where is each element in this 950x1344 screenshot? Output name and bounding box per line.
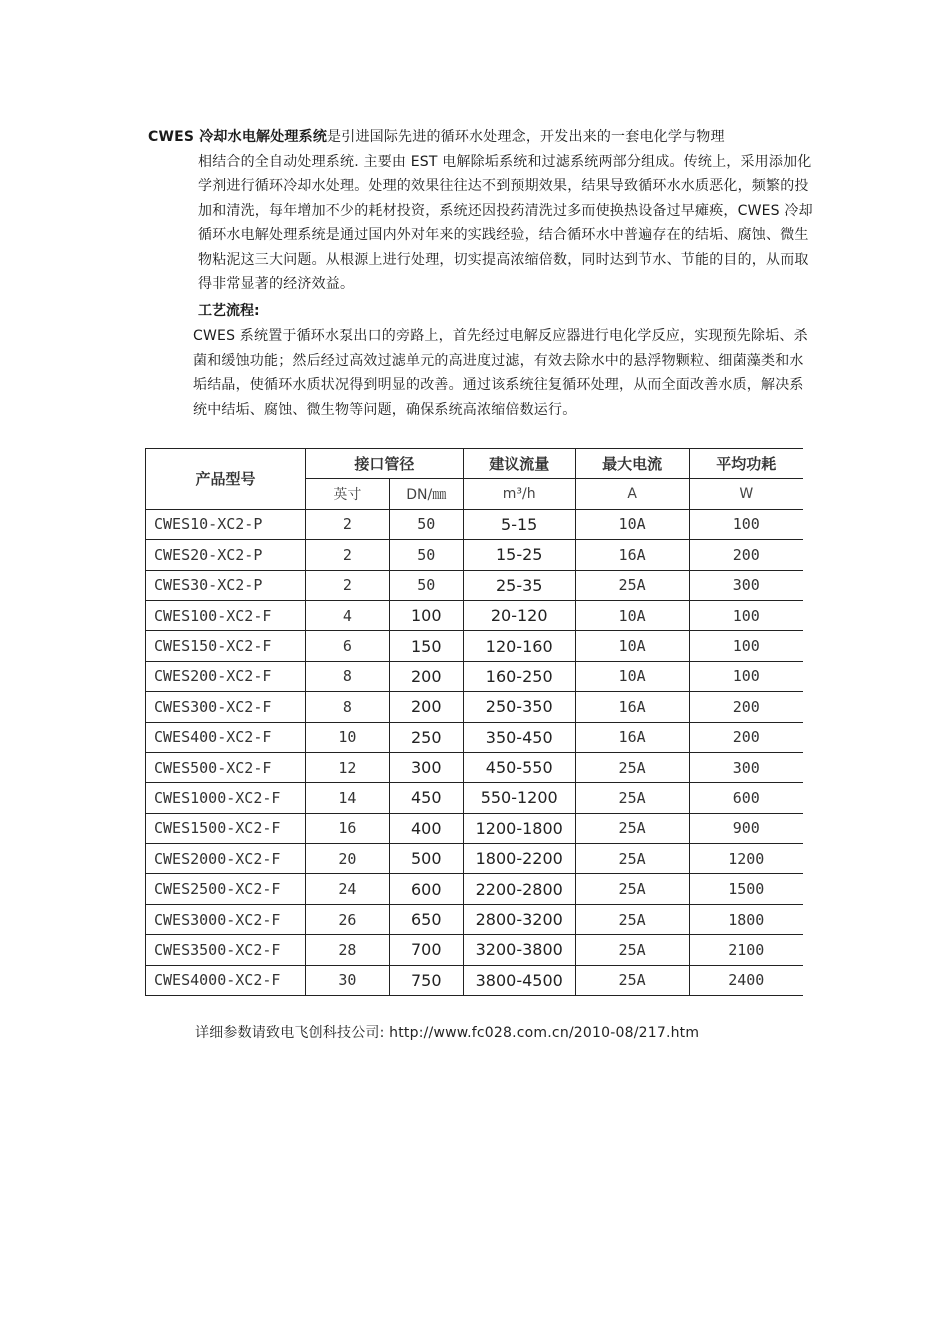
dn-cell: 50 — [389, 509, 463, 539]
power-cell: 100 — [689, 600, 803, 630]
inch-cell: 28 — [305, 935, 389, 965]
col-inch-header: 英寸 — [305, 479, 389, 509]
power-cell: 1800 — [689, 904, 803, 934]
model-cell: CWES3000-XC2-F — [146, 904, 306, 934]
spec-table-body — [146, 509, 804, 995]
inch-cell: 30 — [305, 965, 389, 995]
process-title: 工艺流程: — [198, 303, 260, 319]
table-row — [146, 570, 804, 600]
model-cell: CWES1000-XC2-F — [146, 783, 306, 813]
power-cell: 200 — [689, 692, 803, 722]
current-cell: 25A — [575, 935, 689, 965]
col-flow-unit: m³/h — [463, 479, 575, 509]
power-cell: 200 — [689, 722, 803, 752]
inch-cell: 10 — [305, 722, 389, 752]
inch-cell: 8 — [305, 661, 389, 691]
contact-footer: 详细参数请致电飞创科技公司: http://www.fc028.com.cn/2010-08/217.htm — [195, 1025, 700, 1041]
power-cell: 2100 — [689, 935, 803, 965]
power-cell: 2400 — [689, 965, 803, 995]
flow-cell: 2800-3200 — [463, 904, 575, 934]
model-cell: CWES100-XC2-F — [146, 600, 306, 630]
model-cell: CWES150-XC2-F — [146, 631, 306, 661]
current-cell: 25A — [575, 752, 689, 782]
power-cell: 100 — [689, 661, 803, 691]
process-paragraph: CWES 系统置于循环水泵出口的旁路上，首先经过电解反应器进行电化学反应，实现预先除垢、杀菌和缓蚀功能；然后经过高效过滤单元的高进度过滤，有效去除水中的悬浮物颗粒、细菌藻类和水垢结晶，使循环水质状况得到明显的改善。通过该系统往复循环处理，从而全面改善水质，解决系统中结垢、腐蚀、微生物等问题，确保系统高浓缩倍数运行。 — [193, 328, 808, 418]
flow-cell: 20-120 — [463, 600, 575, 630]
flow-cell: 1200-1800 — [463, 813, 575, 843]
power-cell: 300 — [689, 570, 803, 600]
table-row — [146, 509, 804, 539]
dn-cell: 750 — [389, 965, 463, 995]
table-row — [146, 631, 804, 661]
flow-cell: 25-35 — [463, 570, 575, 600]
table-row — [146, 783, 804, 813]
inch-cell: 2 — [305, 540, 389, 570]
model-cell: CWES10-XC2-P — [146, 509, 306, 539]
current-cell: 10A — [575, 661, 689, 691]
current-cell: 10A — [575, 509, 689, 539]
power-cell: 1200 — [689, 844, 803, 874]
table-row — [146, 661, 804, 691]
dn-cell: 500 — [389, 844, 463, 874]
current-cell: 16A — [575, 692, 689, 722]
power-cell: 600 — [689, 783, 803, 813]
power-cell: 900 — [689, 813, 803, 843]
dn-cell: 100 — [389, 600, 463, 630]
current-cell: 16A — [575, 722, 689, 752]
dn-cell: 200 — [389, 692, 463, 722]
model-cell: CWES3500-XC2-F — [146, 935, 306, 965]
model-cell: CWES30-XC2-P — [146, 570, 306, 600]
col-flow-header: 建议流量 — [463, 449, 575, 479]
current-cell: 25A — [575, 965, 689, 995]
flow-cell: 160-250 — [463, 661, 575, 691]
current-cell: 10A — [575, 600, 689, 630]
flow-cell: 3200-3800 — [463, 935, 575, 965]
power-cell: 300 — [689, 752, 803, 782]
inch-cell: 26 — [305, 904, 389, 934]
current-cell: 25A — [575, 813, 689, 843]
table-row — [146, 813, 804, 843]
current-cell: 16A — [575, 540, 689, 570]
inch-cell: 20 — [305, 844, 389, 874]
dn-cell: 150 — [389, 631, 463, 661]
model-cell: CWES4000-XC2-F — [146, 965, 306, 995]
table-row — [146, 844, 804, 874]
col-pipe-header: 接口管径 — [305, 449, 463, 479]
flow-cell: 1800-2200 — [463, 844, 575, 874]
model-cell: CWES500-XC2-F — [146, 752, 306, 782]
table-row — [146, 752, 804, 782]
flow-cell: 250-350 — [463, 692, 575, 722]
power-cell: 100 — [689, 509, 803, 539]
model-cell: CWES1500-XC2-F — [146, 813, 306, 843]
table-row — [146, 965, 804, 995]
inch-cell: 8 — [305, 692, 389, 722]
intro-paragraph — [148, 125, 818, 297]
power-cell: 1500 — [689, 874, 803, 904]
dn-cell: 200 — [389, 661, 463, 691]
flow-cell: 2200-2800 — [463, 874, 575, 904]
table-row — [146, 692, 804, 722]
table-row — [146, 874, 804, 904]
flow-cell: 3800-4500 — [463, 965, 575, 995]
col-dn-header: DN/㎜ — [389, 479, 463, 509]
table-row — [146, 540, 804, 570]
table-row — [146, 722, 804, 752]
current-cell: 25A — [575, 874, 689, 904]
table-row — [146, 600, 804, 630]
intro-first-line: CWES 冷却水电解处理系统是引进国际先进的循环水处理念，开发出来的一套电化学与物理 — [148, 129, 725, 145]
flow-cell: 15-25 — [463, 540, 575, 570]
flow-cell: 120-160 — [463, 631, 575, 661]
model-cell: CWES400-XC2-F — [146, 722, 306, 752]
col-current-header: 最大电流 — [575, 449, 689, 479]
inch-cell: 14 — [305, 783, 389, 813]
model-cell: CWES300-XC2-F — [146, 692, 306, 722]
power-cell: 100 — [689, 631, 803, 661]
model-cell: CWES2500-XC2-F — [146, 874, 306, 904]
col-power-unit: W — [689, 479, 803, 509]
flow-cell: 5-15 — [463, 509, 575, 539]
dn-cell: 700 — [389, 935, 463, 965]
spec-table — [145, 448, 803, 996]
inch-cell: 16 — [305, 813, 389, 843]
current-cell: 10A — [575, 631, 689, 661]
inch-cell: 24 — [305, 874, 389, 904]
inch-cell: 4 — [305, 600, 389, 630]
dn-cell: 400 — [389, 813, 463, 843]
inch-cell: 2 — [305, 509, 389, 539]
model-cell: CWES200-XC2-F — [146, 661, 306, 691]
dn-cell: 650 — [389, 904, 463, 934]
inch-cell: 6 — [305, 631, 389, 661]
current-cell: 25A — [575, 570, 689, 600]
current-cell: 25A — [575, 844, 689, 874]
dn-cell: 250 — [389, 722, 463, 752]
current-cell: 25A — [575, 904, 689, 934]
table-header-row — [146, 449, 804, 479]
power-cell: 200 — [689, 540, 803, 570]
col-model-header: 产品型号 — [146, 449, 306, 510]
model-cell: CWES20-XC2-P — [146, 540, 306, 570]
flow-cell: 550-1200 — [463, 783, 575, 813]
dn-cell: 50 — [389, 570, 463, 600]
dn-cell: 450 — [389, 783, 463, 813]
inch-cell: 12 — [305, 752, 389, 782]
col-power-header: 平均功耗 — [689, 449, 803, 479]
intro-body: 相结合的全自动处理系统. 主要由 EST 电解除垢系统和过滤系统两部分组成。传统上，采用添加化学剂进行循环冷却水处理。处理的效果往往达不到预期效果，结果导致循环水水质恶化，频繁的投加和清洗，每年增加不少的耗材投资，系统还因投药清洗过多而使换热设备过早瘫痪，CWES 冷却循环水电解处理系统是通过国内外对年来的实践经验，结合循环水中普遍存在的结垢、腐蚀、微生物粘泥这三大问题。从根源上进行处理，切实提高浓缩倍数，同时达到节水、节能的目的，从而取得非常显著的经济效益。 — [198, 153, 813, 292]
col-current-unit: A — [575, 479, 689, 509]
dn-cell: 50 — [389, 540, 463, 570]
table-row — [146, 904, 804, 934]
dn-cell: 300 — [389, 752, 463, 782]
product-name: CWES 冷却水电解处理系统 — [148, 129, 328, 145]
flow-cell: 350-450 — [463, 722, 575, 752]
dn-cell: 600 — [389, 874, 463, 904]
inch-cell: 2 — [305, 570, 389, 600]
table-row — [146, 935, 804, 965]
current-cell: 25A — [575, 783, 689, 813]
flow-cell: 450-550 — [463, 752, 575, 782]
model-cell: CWES2000-XC2-F — [146, 844, 306, 874]
